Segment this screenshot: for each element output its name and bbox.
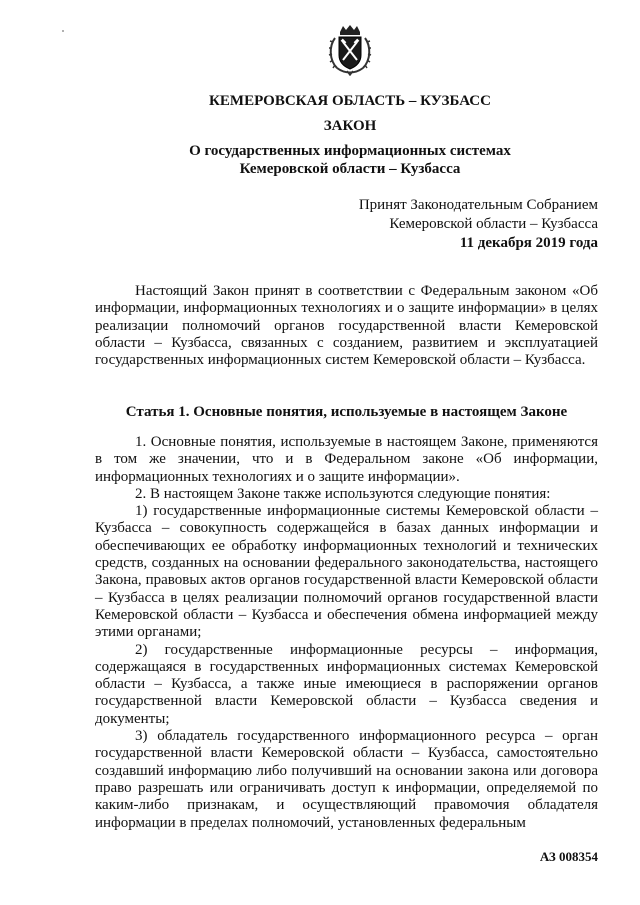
article-paragraph: 1. Основные понятия, используемые в настоящем Законе, применяются в том же значении, что и в Федеральном законе «Об информации, информационных технологиях и о защите информации». xyxy=(95,434,598,485)
article-paragraph: 1) государственные информационные системы Кемеровской области – Кузбасса – совокупность содержащейся в базах данных информации и обеспечивающих ее обработку информационных технологий и технических средств, созданных на основании федерального законодательства, настоящего Закона, правовых актов органов государственной власти Кемеровской области – Кузбасса в целях реализации полномочий органов государственной власти Кемеровской области – Кузбасса и обеспечения обмена информацией между этими органами; xyxy=(95,503,598,641)
article-paragraph: 3) обладатель государственного информационного ресурса – орган государственной власти Кемеровской области – Кузбасса, самостоятельно создавший информацию либо получивший на основании закона или договора право разрешать или ограничивать доступ к информации, определяемой по каким-либо признакам, и осуществляющий правомочия обладателя информации в пределах полномочий, установленных федеральным xyxy=(95,728,598,831)
adoption-date: 11 декабря 2019 года xyxy=(459,235,598,251)
scan-speck xyxy=(62,30,64,32)
article-1-body xyxy=(95,434,598,832)
region-heading: КЕМЕРОВСКАЯ ОБЛАСТЬ – КУЗБАСС xyxy=(209,93,491,109)
adoption-block xyxy=(359,196,598,253)
adoption-line-2: Кемеровской области – Кузбасса xyxy=(389,216,598,232)
document-type-heading: ЗАКОН xyxy=(323,118,377,134)
adoption-line-1: Принят Законодательным Собранием xyxy=(358,197,598,213)
preamble xyxy=(95,283,598,369)
article-paragraph: 2) государственные информационные ресурсы – информация, содержащаяся в государственных информационных системах Кемеровской области – Кузбасса, а также иные имеющиеся в распоряжении органов государственной власти Кемеровской области – Кузбасса сведения и документы; xyxy=(95,641,598,727)
law-title-line-2: Кемеровской области – Кузбасса xyxy=(239,161,461,177)
article-paragraph: 2. В настоящем Законе также используются следующие понятия: xyxy=(135,485,551,502)
preamble-paragraph: Настоящий Закон принят в соответствии с Федеральным законом «Об информации, информационных технологиях и о защите информации» в целях реализации полномочий органов государственной власти Кемеровской области – Кузбасса, связанных с созданием, развитием и эксплуатацией государственных информационных систем Кемеровской области – Кузбасса. xyxy=(95,283,598,369)
article-1-title: Статья 1. Основные понятия, используемые в настоящем Законе xyxy=(125,404,568,420)
law-title-line-1: О государственных информационных системах xyxy=(189,143,511,159)
coat-of-arms-icon xyxy=(325,24,375,76)
form-serial-number: АЗ 008354 xyxy=(539,849,598,864)
